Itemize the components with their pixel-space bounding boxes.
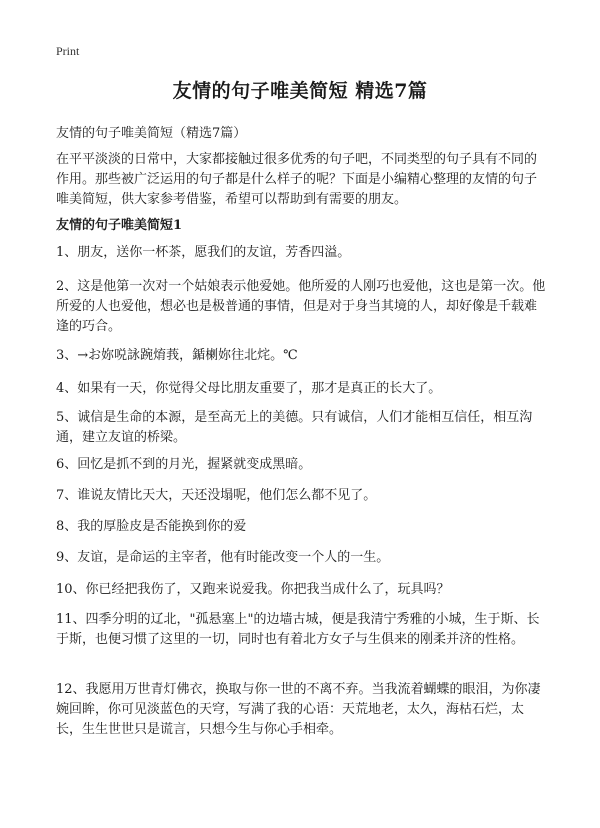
list-item: 7、谁说友情比天大，天还没塌呢，他们怎么都不见了。 bbox=[56, 488, 377, 503]
list-item: 10、你已经把我伤了，又跑来说爱我。你把我当成什么了，玩具吗？ bbox=[56, 582, 450, 597]
list-item: 5、诚信是生命的本源，是至高无上的美德。只有诚信，人们才能相互信任，相互沟通，建立友谊的桥梁。 bbox=[56, 410, 533, 445]
article-subtitle: 友情的句子唯美简短（精选7篇） bbox=[56, 126, 247, 141]
intro-paragraph: 在平平淡淡的日常中，大家都接触过很多优秀的句子吧，不同类型的句子具有不同的作用。那些被广泛运用的句子都是什么样子的呢？下面是小编精心整理的友情的句子唯美简短，供大家参考借鉴，希望可以帮助到有需要的朋友。 bbox=[56, 152, 538, 207]
list-item: 1、朋友，送你一杯茶，愿我们的友谊，芳香四溢。 bbox=[56, 245, 351, 260]
page-title: 友情的句子唯美简短 精选7篇 bbox=[172, 80, 428, 102]
list-item: 12、我愿用万世青灯佛衣，换取与你一世的不离不弃。当我流着蝴蝶的眼泪，为你凄婉回眸，你可见淡蓝色的天穹，写满了我的心语：天荒地老，太久，海枯石烂，太长，生生世世只是谎言，只想今生与你心手相牵。 bbox=[56, 682, 541, 737]
list-item: 2、这是他第一次对一个姑娘表示他爱她。他所爱的人刚巧也爱他，这也是第一次。他所爱的人也爱他，想必也是极普通的事情，但是对于身当其境的人，却好像是千载难逢的巧合。 bbox=[56, 279, 546, 334]
print-link[interactable]: Print bbox=[56, 44, 80, 58]
section-heading: 友情的句子唯美简短1 bbox=[56, 218, 183, 233]
list-item: 8、我的厚脸皮是否能换到你的爱 bbox=[56, 519, 247, 534]
list-item: 9、友谊，是命运的主宰者，他有时能改变一个人的一生。 bbox=[56, 550, 390, 565]
list-item: 4、如果有一天，你觉得父母比朋友重要了，那才是真正的长大了。 bbox=[56, 381, 442, 396]
list-item: 3、→お妳哾詠踠焴莪，鍎楋妳往北烢。℃ bbox=[56, 348, 298, 363]
list-item: 6、回忆是抓不到的月光，握紧就变成黑暗。 bbox=[56, 457, 312, 472]
list-item: 11、四季分明的辽北，"孤悬塞上"的边墙古城，便是我清宁秀雅的小城，生于斯、长于斯，也便习惯了这里的一切，同时也有着北方女子与生俱来的刚柔并济的性格。 bbox=[56, 612, 540, 647]
